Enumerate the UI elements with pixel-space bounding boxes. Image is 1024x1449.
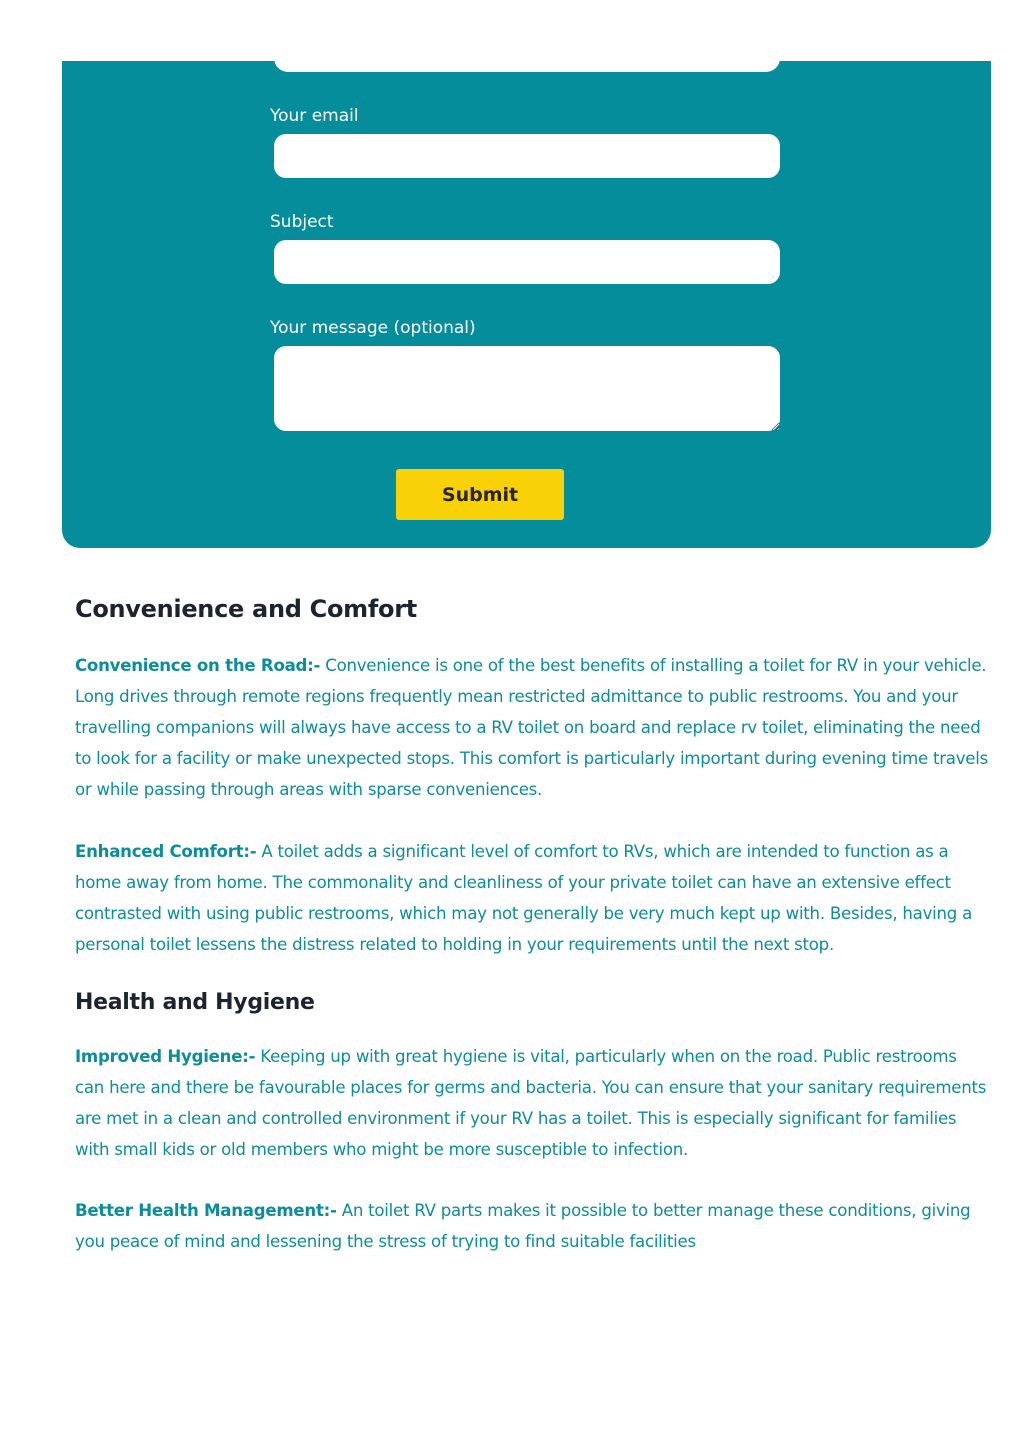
paragraph-lead: Convenience on the Road:- — [75, 656, 321, 675]
message-label: Your message (optional) — [270, 318, 476, 338]
paragraph-lead: Improved Hygiene:- — [75, 1047, 256, 1066]
paragraph-lead: Better Health Management:- — [75, 1201, 337, 1220]
subject-label: Subject — [270, 212, 334, 232]
message-textarea[interactable] — [274, 346, 780, 431]
paragraph-body: An toilet RV parts makes it possible to better manage these conditions, giving you peace of mind and lessening the stress of trying to find suitable facilities — [75, 1201, 971, 1251]
contact-form-panel — [62, 61, 991, 548]
paragraph-enhanced-comfort — [75, 836, 990, 960]
paragraph-body: Keeping up with great hygiene is vital, particularly when on the road. Public restrooms can here and there be favourable places for germs and bacteria. You can ensure that your sanitary requirements are met in a clean and controlled environment if your RV has a toilet. This is especially significant for families with small kids or old members who might be more susceptible to infection. — [75, 1047, 987, 1159]
subject-field[interactable] — [274, 240, 780, 284]
article-content — [75, 590, 990, 1257]
email-field[interactable] — [274, 134, 780, 178]
paragraph-convenience-on-road — [75, 650, 990, 805]
submit-button[interactable]: Submit — [396, 469, 564, 520]
paragraph-better-health-management — [75, 1195, 990, 1257]
section-heading-health: Health and Hygiene — [75, 990, 315, 1015]
name-field[interactable] — [274, 37, 780, 72]
paragraph-improved-hygiene — [75, 1041, 990, 1165]
paragraph-body: A toilet adds a significant level of comfort to RVs, which are intended to function as a home away from home. The commonality and cleanliness of your private toilet can have an extensive effect contrasted with using public restrooms, which may not generally be very much kept up with. Besides, having a personal toilet lessens the distress related to holding in your requirements until the next stop. — [75, 842, 973, 954]
email-label: Your email — [270, 106, 359, 126]
paragraph-body: Convenience is one of the best benefits of installing a toilet for RV in your vehicle. Long drives through remote regions frequently mean restricted admittance to public restrooms. You and your travelling companions will always have access to a RV toilet on board and replace rv toilet, eliminating the need to look for a facility or make unexpected stops. This comfort is particularly important during evening time travels or while passing through areas with sparse conveniences. — [75, 656, 988, 799]
paragraph-lead: Enhanced Comfort:- — [75, 842, 257, 861]
section-heading-convenience: Convenience and Comfort — [75, 595, 417, 623]
